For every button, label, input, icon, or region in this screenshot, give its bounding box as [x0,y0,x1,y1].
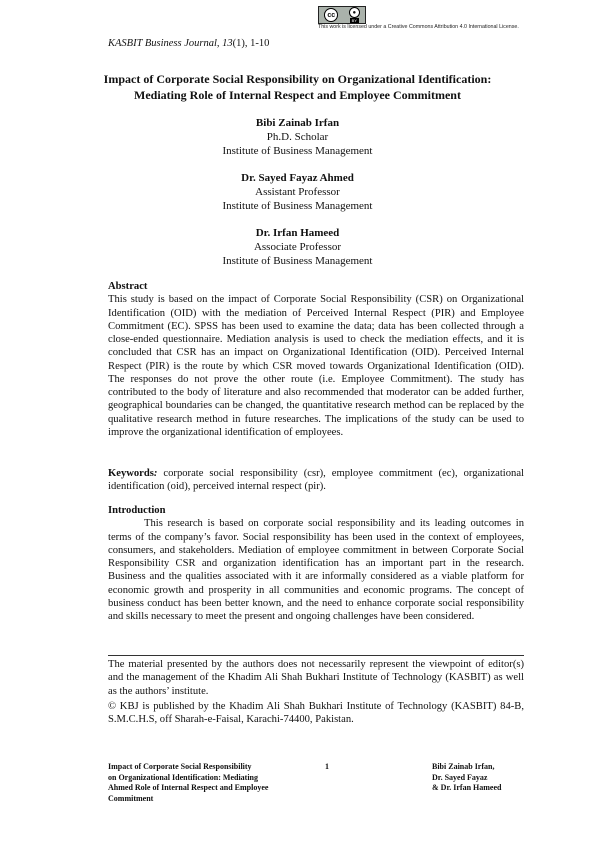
footer-title-line: Impact of Corporate Social Responsibility [108,762,252,771]
journal-name: KASBIT Business Journal, [108,38,223,49]
footnote-rule [108,655,524,656]
keywords-label: Keywords [108,468,154,479]
keywords-colon: : [153,468,158,479]
by-label: BY [351,18,357,23]
author-1 [100,116,495,158]
abstract-section [108,280,524,439]
introduction-section [108,504,524,623]
paper-title [100,72,495,103]
footer-author-line: & Dr. Irfan Hameed [432,783,502,792]
running-footer-authors [432,762,501,794]
author-affiliation: Institute of Business Management [222,145,373,157]
footer-author-line: Dr. Sayed Fayaz [432,772,488,782]
author-name: Bibi Zainab Irfan [255,117,340,129]
author-role: Associate Professor [253,241,342,253]
abstract-text: This study is based on the impact of Corporate Social Responsibility (CSR) on Organizational Identification (OID) with the mediation of Perceived Internal Respect (PIR) and Employee Commitment (EC). SPSS has been used to examine the data; data has been collected through a close-ended questionnaire. Mediation analysis is used to check the mediation effects, and it is concluded that CSR has an impact on Organizational Identification (OID). Perceived Internal Respect (PIR) is the route by which CSR moved towards Organizational Identification (OID). The responses do not prove the other route (i.e. Employee Commitment). The study has contributed to the body of literature and also recommended that moderator can be added further, geographical boundaries can be changed, the quantitative research method can be replaced by the qualitative research method in future researches. The implications of the study can be used to improve the organizational identification of employees. [108,294,524,438]
footer-title-line: on Organizational Identification: Mediating [108,772,258,782]
footnote-copyright: © KBJ is published by the Khadim Ali Shah Bukhari Institute of Technology (KASBIT) 84-B, S.M.C.H.S, off Sharah-e-Faisal, Karachi-74400, Pakistan. [108,701,524,726]
footer-title-line: Ahmed Role of Internal Respect and Employee [108,783,269,792]
journal-citation [108,38,269,49]
cc-license-badge[interactable] [318,6,366,24]
introduction-text: This research is based on corporate social responsibility and its leading outcomes in terms of the company’s favor. Social responsibility has been used in the context of employees, consumers, and stakeholders. Mediation of employee commitment in between Corporate Social Responsibility CSR and organization identification has an important part in the research. Business and the qualities associated with it are informally considered as a viable platform for economic growth and prosperity in all communities and economic programs. The concept of business conduct has been better known, and the need to enhance corporate social responsibility and skills necessary to meet the present and ongoing challenges have been considered. [108,518,524,622]
author-name: Dr. Sayed Fayaz Ahmed [241,172,354,184]
author-3 [100,226,495,268]
title-line-1: Impact of Corporate Social Responsibility on Organizational Identification: [103,72,492,86]
keywords [108,467,524,494]
running-footer-title [108,762,268,804]
author-affiliation: Institute of Business Management [222,255,373,267]
person-icon: ● [349,7,360,18]
author-role: Ph.D. Scholar [266,131,329,143]
introduction-heading: Introduction [108,505,166,516]
author-name: Dr. Irfan Hameed [255,227,340,239]
abstract-heading: Abstract [108,281,148,292]
title-line-2: Mediating Role of Internal Respect and Employee Commitment [134,87,461,102]
license-text: This work is licensed under a Creative Commons Attribution 4.0 International License. [318,24,519,30]
journal-issue-pages: (1), 1-10 [232,38,270,49]
cc-icon: cc [324,8,338,22]
keywords-text: corporate social responsibility (csr), employee commitment (ec), organizational identification (oid), perceived internal respect (pir). [108,468,524,493]
by-attribution-icon [349,7,360,23]
author-2 [100,171,495,213]
footer-title-line: Commitment [108,793,154,803]
footnote-disclaimer: The material presented by the authors does not necessarily represent the viewpoint of editor(s) and the management of the Khadim Ali Shah Bukhari Institute of Technology (KASBIT) as well as the authors’ institute. [108,659,524,697]
journal-volume: 13 [222,38,233,49]
footer-author-line: Bibi Zainab Irfan, [432,762,495,771]
author-role: Assistant Professor [255,186,340,198]
page-number: 1 [325,762,329,771]
author-affiliation: Institute of Business Management [222,200,373,212]
